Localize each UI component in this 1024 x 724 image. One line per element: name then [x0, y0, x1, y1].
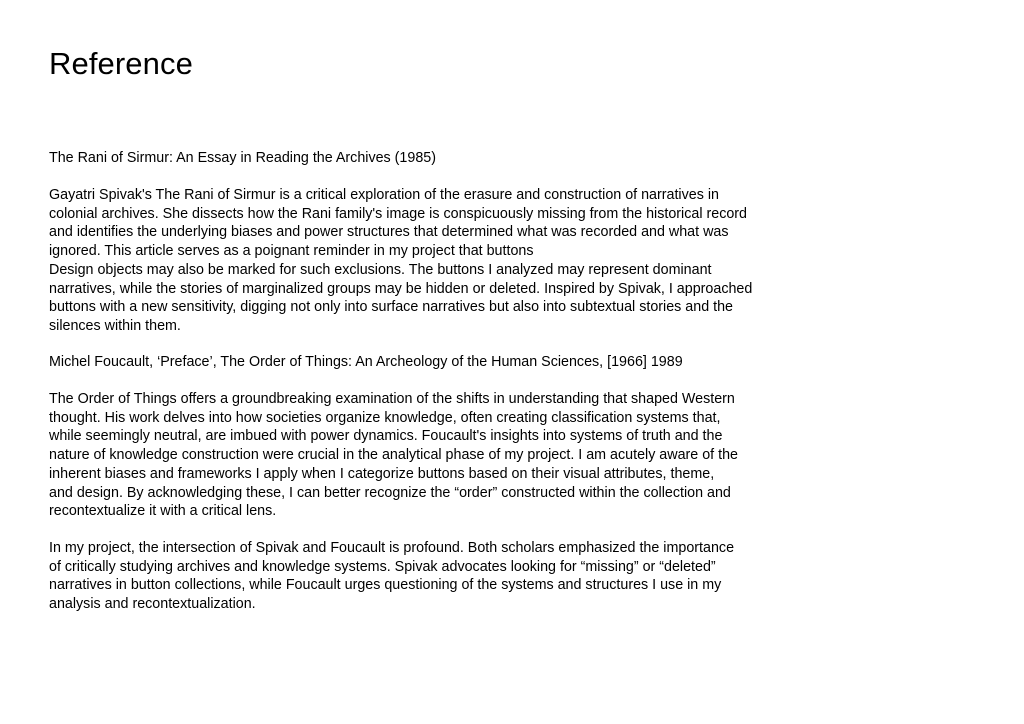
- paragraph-line: and design. By acknowledging these, I can better recognize the “order” constructed within the collection and: [49, 484, 731, 501]
- reference-body-spivak: [49, 186, 829, 336]
- paragraph-line: ignored. This article serves as a poignant reminder in my project that buttons: [49, 243, 534, 260]
- reference-heading-text: Michel Foucault, ‘Preface’, The Order of Things: An Archeology of the Human Sciences, [1966] 1989: [49, 354, 683, 370]
- reference-body-foucault: [49, 390, 829, 521]
- paragraph-line: nature of knowledge construction were crucial in the analytical phase of my project. I am acutely aware of the: [49, 447, 738, 464]
- page-title: Reference: [49, 46, 193, 81]
- paragraph-line: analysis and recontextualization.: [49, 596, 256, 613]
- paragraph-line: thought. His work delves into how societies organize knowledge, often creating classification systems that,: [49, 409, 721, 426]
- paragraph-line: inherent biases and frameworks I apply when I categorize buttons based on their visual attributes, theme,: [49, 465, 715, 482]
- paragraph-line: silences within them.: [49, 317, 181, 334]
- conclusion-paragraph: [49, 539, 829, 614]
- paragraph-line: Gayatri Spivak's The Rani of Sirmur is a critical exploration of the erasure and construction of narratives in: [49, 187, 719, 203]
- reference-heading-text: The Rani of Sirmur: An Essay in Reading the Archives (1985): [49, 150, 436, 166]
- paragraph-line: The Order of Things offers a groundbreaking examination of the shifts in understanding that shaped Western: [49, 391, 735, 407]
- paragraph-line: buttons with a new sensitivity, digging not only into surface narratives but also into subtextual stories and the: [49, 299, 733, 316]
- paragraph-line: colonial archives. She dissects how the Rani family's image is conspicuously missing from the historical record: [49, 205, 748, 222]
- paragraph-line: narratives, while the stories of marginalized groups may be hidden or deleted. Inspired by Spivak, I approached: [49, 280, 753, 297]
- reference-heading-foucault: [49, 353, 829, 372]
- paragraph-line: of critically studying archives and knowledge systems. Spivak advocates looking for “missing” or “deleted”: [49, 558, 716, 575]
- paragraph-line: Design objects may also be marked for such exclusions. The buttons I analyzed may represent dominant: [49, 261, 712, 278]
- paragraph-line: and identifies the underlying biases and power structures that determined what was recorded and what was: [49, 224, 729, 241]
- paragraph-line: narratives in button collections, while Foucault urges questioning of the systems and structures I use in my: [49, 577, 722, 594]
- paragraph-line: In my project, the intersection of Spivak and Foucault is profound. Both scholars emphasized the importance: [49, 540, 735, 556]
- reference-heading-spivak: [49, 149, 829, 168]
- paragraph-line: while seemingly neutral, are imbued with power dynamics. Foucault's insights into systems of truth and the: [49, 428, 723, 445]
- paragraph-line: recontextualize it with a critical lens.: [49, 503, 277, 520]
